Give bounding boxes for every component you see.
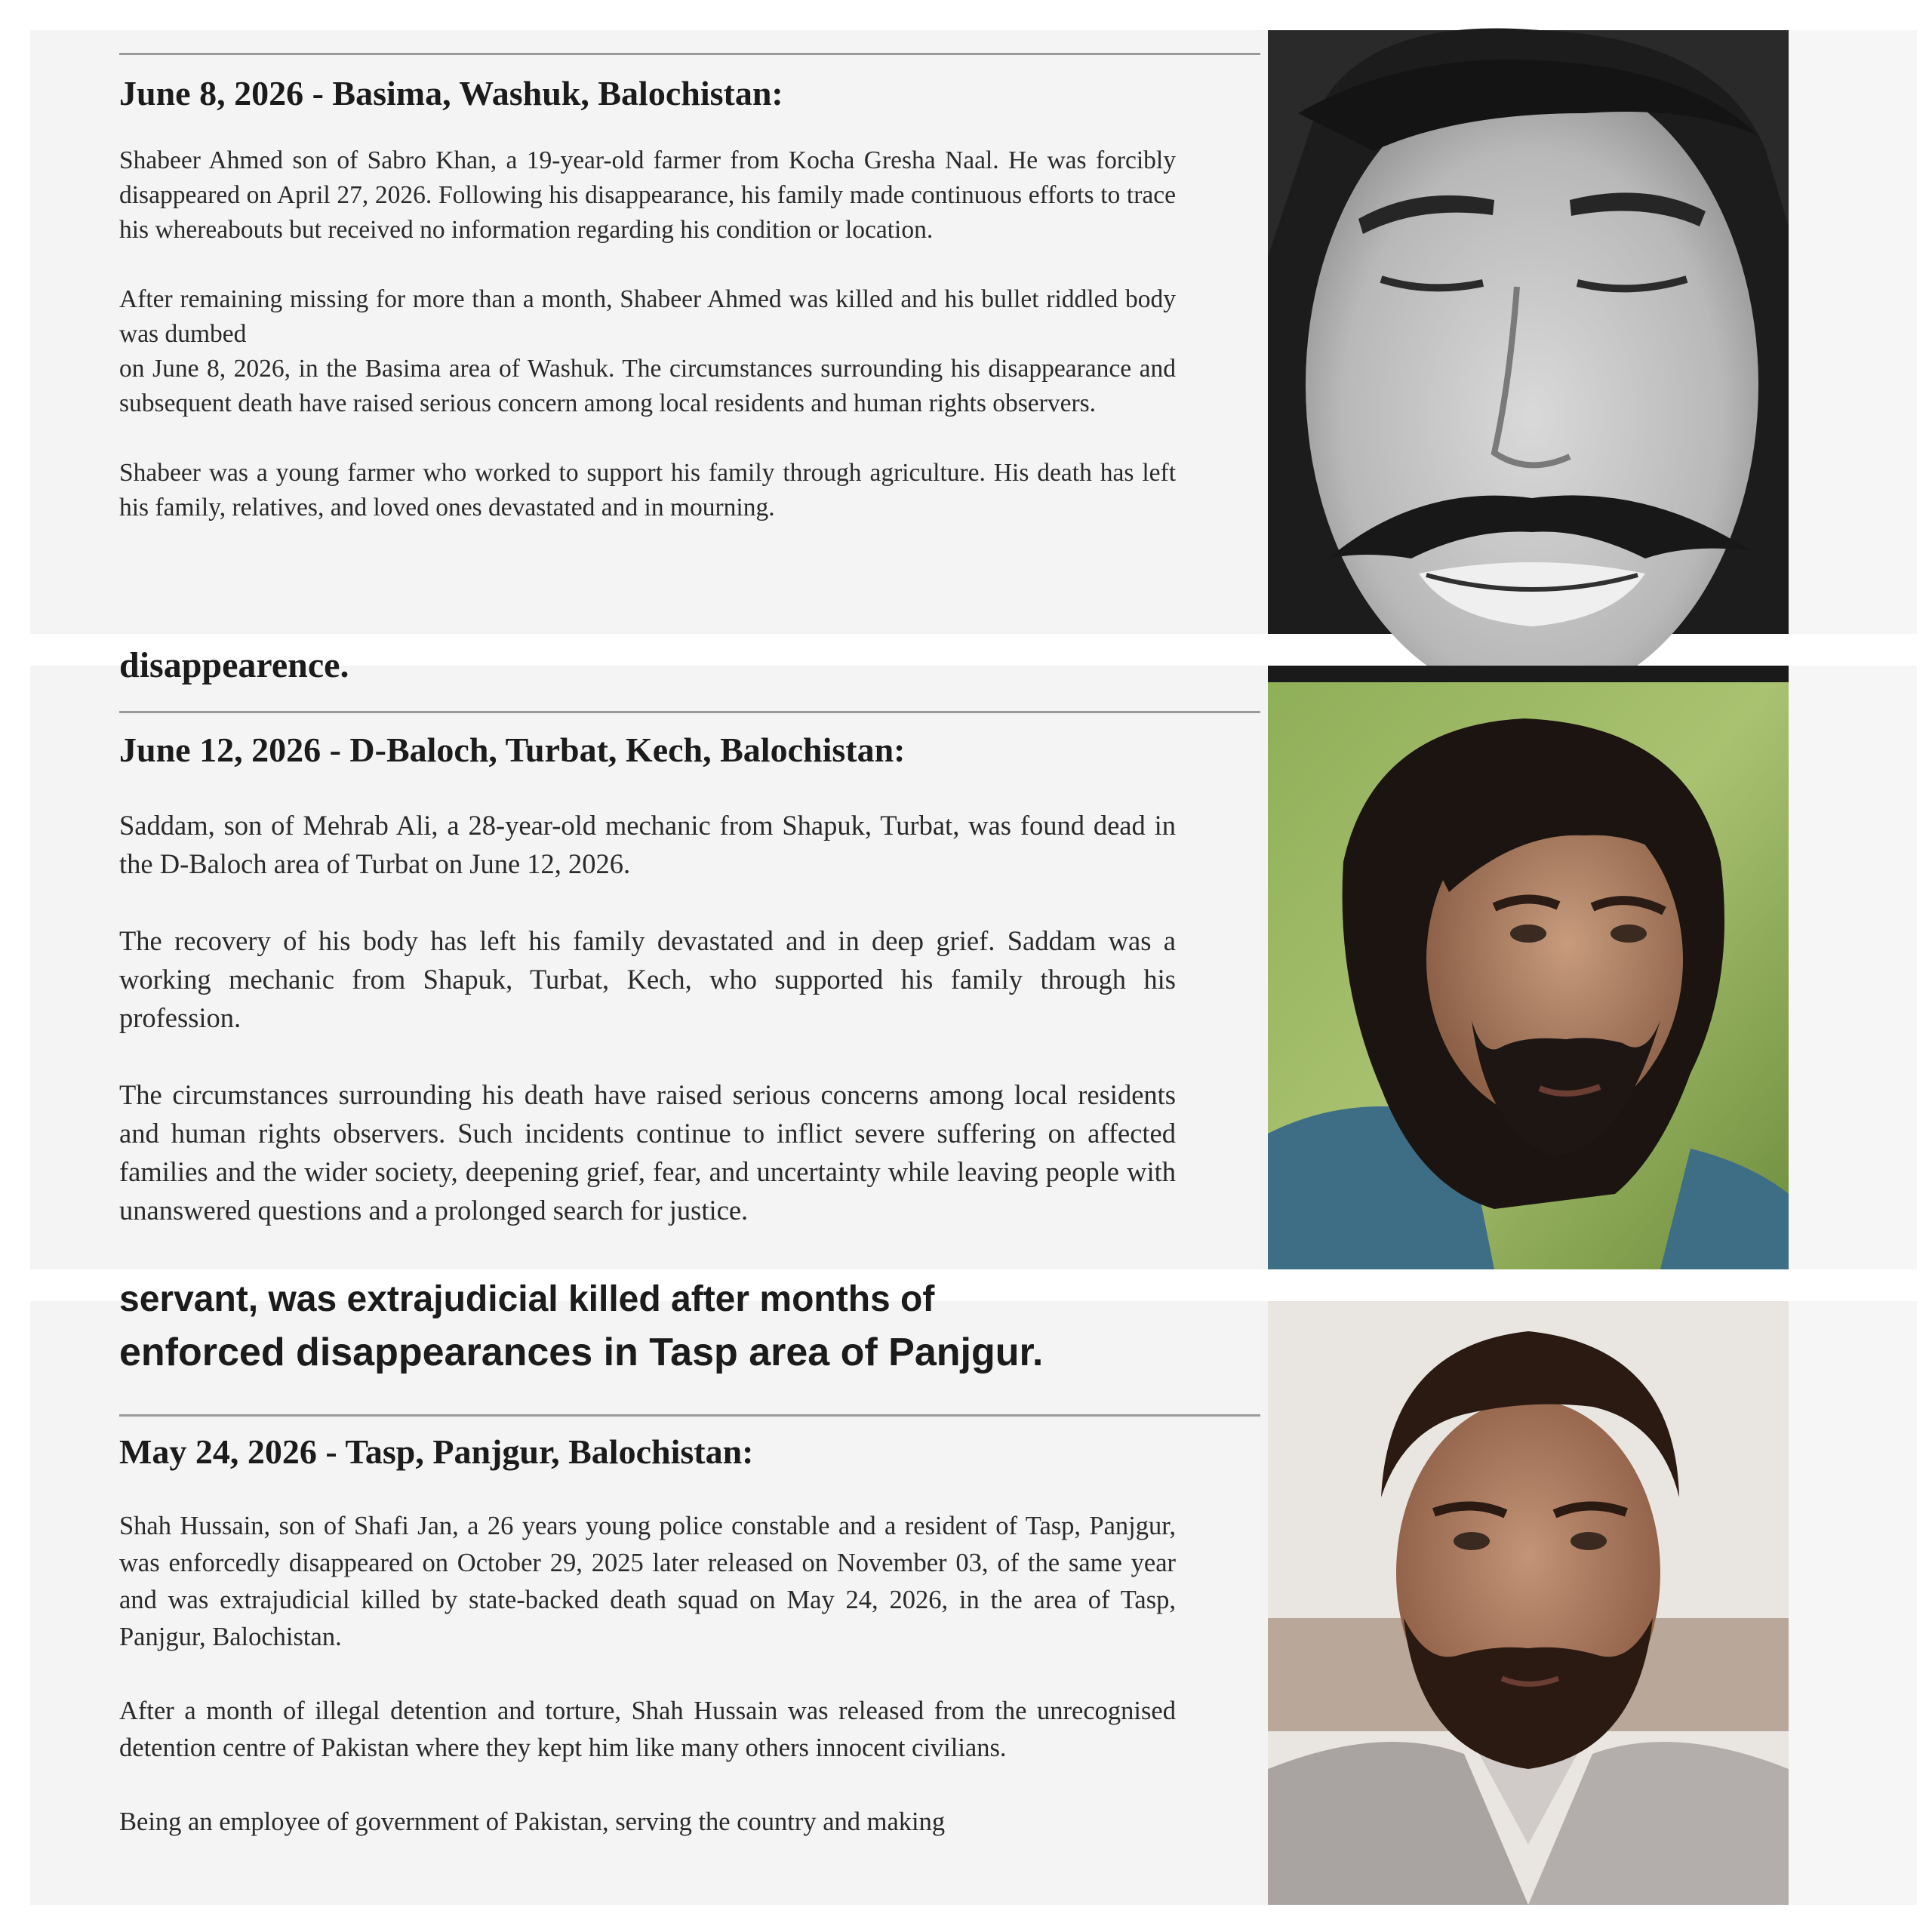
paragraph: Being an employee of government of Pakistan, serving the country and making (119, 1807, 946, 1836)
article-panel-2 (30, 645, 1917, 1269)
article-panel-3 (30, 1279, 1917, 1905)
divider-rule (119, 53, 1260, 55)
paragraph: on June 8, 2026, in the Basima area of Washuk. The circumstances surrounding his disappearance and subsequent death have raised serious concern among local residents and human rights observers. (119, 355, 1176, 417)
portrait-photo-color-icon (1268, 666, 1789, 1269)
paragraph: Shabeer Ahmed son of Sabro Khan, a 19-year-old farmer from Kocha Gresha Naal. He was forcibly disappeared on April 27, 2026. Following his disappearance, his family made continuous efforts to trace his whereabouts but received no information regarding his condition or location. (119, 146, 1176, 244)
divider-rule (119, 1414, 1260, 1417)
portrait-photo (1268, 30, 1789, 634)
article-panel-1 (30, 30, 1917, 634)
dateline: June 12, 2026 - D-Baloch, Turbat, Kech, Balochistan: (119, 731, 906, 769)
portrait-photo-color-icon (1268, 1301, 1789, 1905)
paragraph: Shabeer was a young farmer who worked to support his family through agriculture. His death has left his family, relatives, and loved ones devastated and in mourning. (119, 459, 1176, 521)
paragraph: After remaining missing for more than a month, Shabeer Ahmed was killed and his bullet riddled body was dumbed (119, 285, 1176, 348)
paragraph: The recovery of his body has left his family devastated and in deep grief. Saddam was a working mechanic from Shapuk, Turbat, Kech, who supported his family through his profession. (119, 925, 1176, 1033)
portrait-photo-grayscale-icon (1268, 30, 1789, 634)
paragraph: After a month of illegal detention and torture, Shah Hussain was released from the unrecognised detention centre of Pakistan where they kept him like many others innocent civilians. (119, 1697, 1176, 1762)
paragraph: Shah Hussain, son of Shafi Jan, a 26 years young police constable and a resident of Tasp, Panjgur, was enforcedly disappeared on October 29, 2025 later released on November 03, of the same year and was extrajudicial killed by state-backed death squad on May 24, 2026, in the area of Tasp, Panjgur, Balochistan. (119, 1512, 1176, 1651)
cutoff-headline: servant, was extrajudicial killed after months of (119, 1279, 935, 1319)
article-headline: enforced disappearances in Tasp area of Panjgur. (119, 1331, 1044, 1374)
photo-margin (1789, 30, 1917, 634)
portrait-photo (1268, 1301, 1789, 1905)
divider-rule (119, 711, 1260, 713)
article-body (119, 1508, 1176, 1875)
article-body (119, 143, 1176, 560)
photo-margin (1789, 1301, 1917, 1905)
paragraph: Saddam, son of Mehrab Ali, a 28-year-old mechanic from Shapuk, Turbat, was found dead in the D-Baloch area of Turbat on June 12, 2026. (119, 810, 1176, 879)
article-text-2 (30, 645, 1260, 1269)
article-text-1 (30, 30, 1260, 634)
cutoff-headline: disappearence. (119, 645, 349, 685)
dateline: June 8, 2026 - Basima, Washuk, Balochistan: (119, 74, 783, 112)
photo-margin (1789, 666, 1917, 1269)
article-body (119, 806, 1176, 1264)
portrait-photo (1268, 666, 1789, 1269)
paragraph: The circumstances surrounding his death have raised serious concerns among local residents and human rights observers. Such incidents continue to inflict severe suffering on affected families and the wider society, deepening grief, fear, and uncertainty while leaving people with unanswered questions and a prolonged search for justice. (119, 1079, 1176, 1226)
article-text-3 (30, 1279, 1260, 1905)
dateline: May 24, 2026 - Tasp, Panjgur, Balochistan: (119, 1432, 754, 1471)
